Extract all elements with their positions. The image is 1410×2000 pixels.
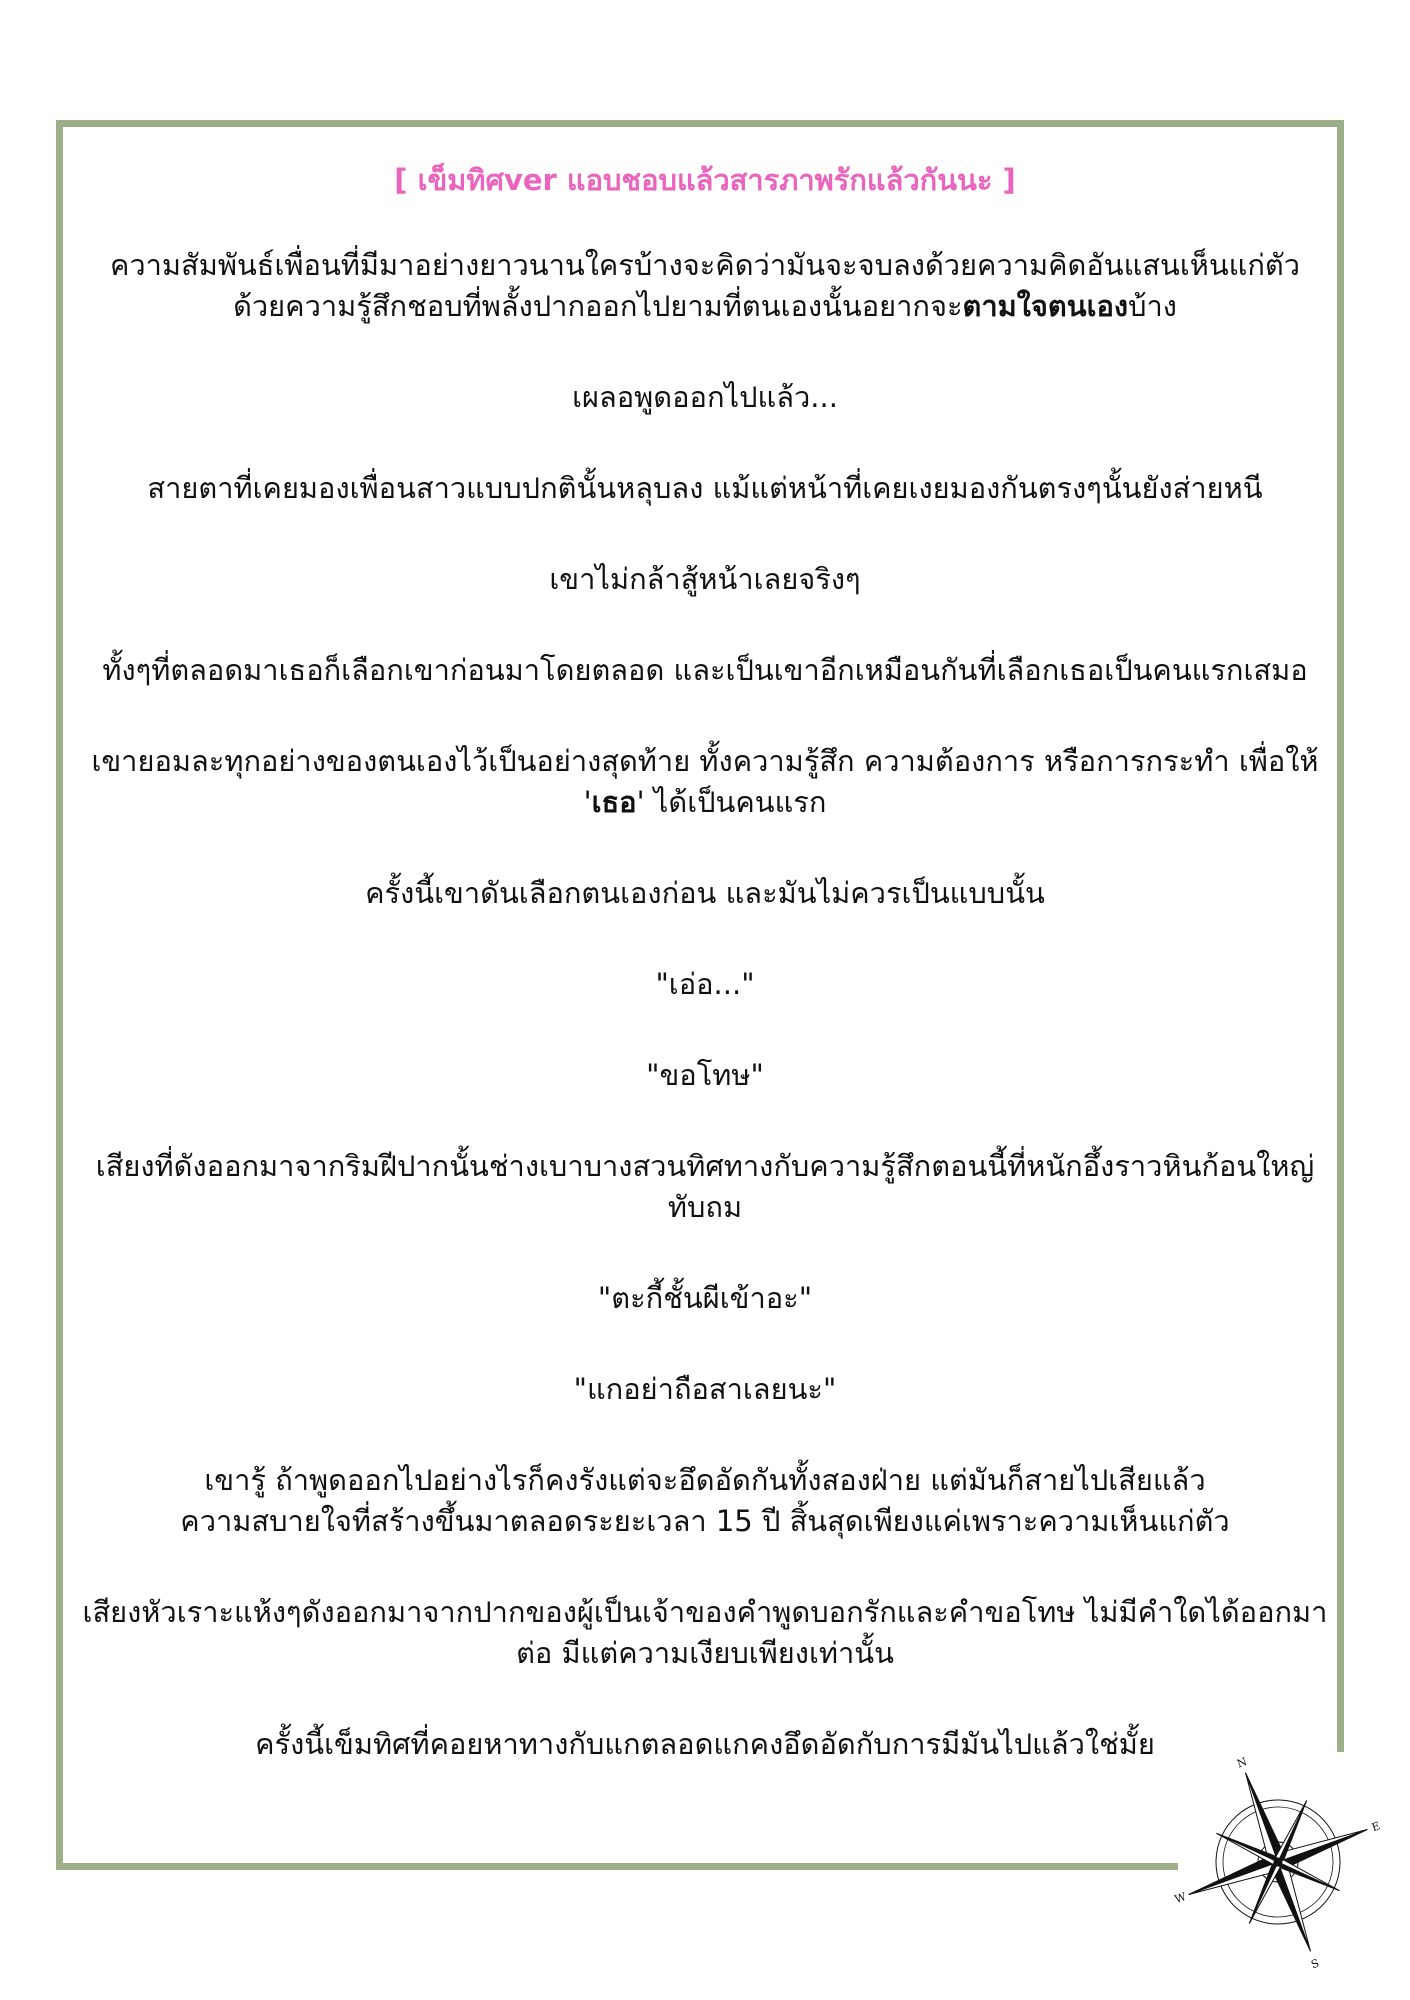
paragraph-1-line-1: ความสัมพันธ์เพื่อนที่มีมาอย่างยาวนานใครบ้างจะคิดว่ามันจะจบลงด้วยความคิดอันแสนเห็นแก่ตัว (109, 248, 1301, 282)
emphasis-text: เธอ (591, 785, 637, 819)
paragraph-1 (70, 245, 1340, 327)
dialogue-1: "เอ่อ..." (655, 967, 755, 1001)
story-title: [ เข็มทิศver แอบชอบแล้วสารภาพรักแล้วกันนะ ] (394, 163, 1016, 197)
paragraph-3: สายตาที่เคยมองเพื่อนสาวแบบปกตินั้นหลุบลง แม้แต่หน้าที่เคยเงยมองกันตรงๆนั้นยังส่ายหนี (147, 471, 1263, 505)
emphasis-text: ตามใจตนเอง (962, 289, 1129, 323)
paragraph-10: เสียงที่ดังออกมาจากริมฝีปากนั้นช่างเบาบางสวนทิศทางกับความรู้สึกตอนนี้ที่หนักอึ้งราวหินก้อนใหญ่ทับถม (95, 1149, 1315, 1224)
svg-text:W: W (1172, 1889, 1188, 1907)
paragraph-4: เขาไม่กล้าสู้หน้าเลยจริงๆ (549, 562, 861, 596)
story-body (70, 160, 1340, 1815)
svg-text:S: S (1309, 1956, 1321, 1972)
paragraph-6: เขายอมละทุกอย่างของตนเองไว้เป็นอย่างสุดท้าย ทั้งความรู้สึก ความต้องการ หรือการกระทำ เพื่อให้ 'เธอ' ได้เป็นคนแรก (91, 744, 1319, 819)
paragraph-14: เสียงหัวเราะแห้งๆดังออกมาจากปากของผู้เป็นเจ้าของคำพูดบอกรักและคำขอโทษ ไม่มีคำใดได้ออกมาต่อ มีแต่ความเงียบเพียงเท่านั้น (82, 1595, 1328, 1670)
paragraph-1-line-2: ด้วยความรู้สึกชอบที่พลั้งปากออกไปยามที่ตนเองนั้นอยากจะตามใจตนเองบ้าง (233, 289, 1177, 323)
paragraph-15: ครั้งนี้เข็มทิศที่คอยหาทางกับแกตลอดแกคงอึดอัดกับการมีมันไปแล้วใช่มั้ย (255, 1727, 1155, 1761)
dialogue-4: "แกอย่าถือสาเลยนะ" (573, 1372, 837, 1406)
paragraph-2: เผลอพูดออกไปแล้ว... (572, 380, 838, 414)
paragraph-13-line-2: ความสบายใจที่สร้างขึ้นมาตลอดระยะเวลา 15 ปี สิ้นสุดเพียงแค่เพราะความเห็นแก่ตัว (180, 1504, 1230, 1538)
compass-rose-icon (1172, 1752, 1382, 1982)
svg-text:N: N (1235, 1755, 1249, 1771)
dialogue-3: "ตะกี้ชั้นผีเข้าอะ" (597, 1281, 813, 1315)
paragraph-5: ทั้งๆที่ตลอดมาเธอก็เลือกเขาก่อนมาโดยตลอด และเป็นเขาอีกเหมือนกันที่เลือกเธอเป็นคนแรกเสมอ (102, 653, 1308, 687)
paragraph-7: ครั้งนี้เขาดันเลือกตนเองก่อน และมันไม่ควรเป็นแบบนั้น (365, 876, 1045, 910)
svg-text:E: E (1369, 1819, 1382, 1835)
paragraph-13 (70, 1460, 1340, 1542)
dialogue-2: "ขอโทษ" (646, 1058, 764, 1092)
paragraph-13-line-1: เขารู้ ถ้าพูดออกไปอย่างไรก็คงรังแต่จะอึดอัดกันทั้งสองฝ่าย แต่มันก็สายไปเสียแล้ว (204, 1463, 1206, 1497)
